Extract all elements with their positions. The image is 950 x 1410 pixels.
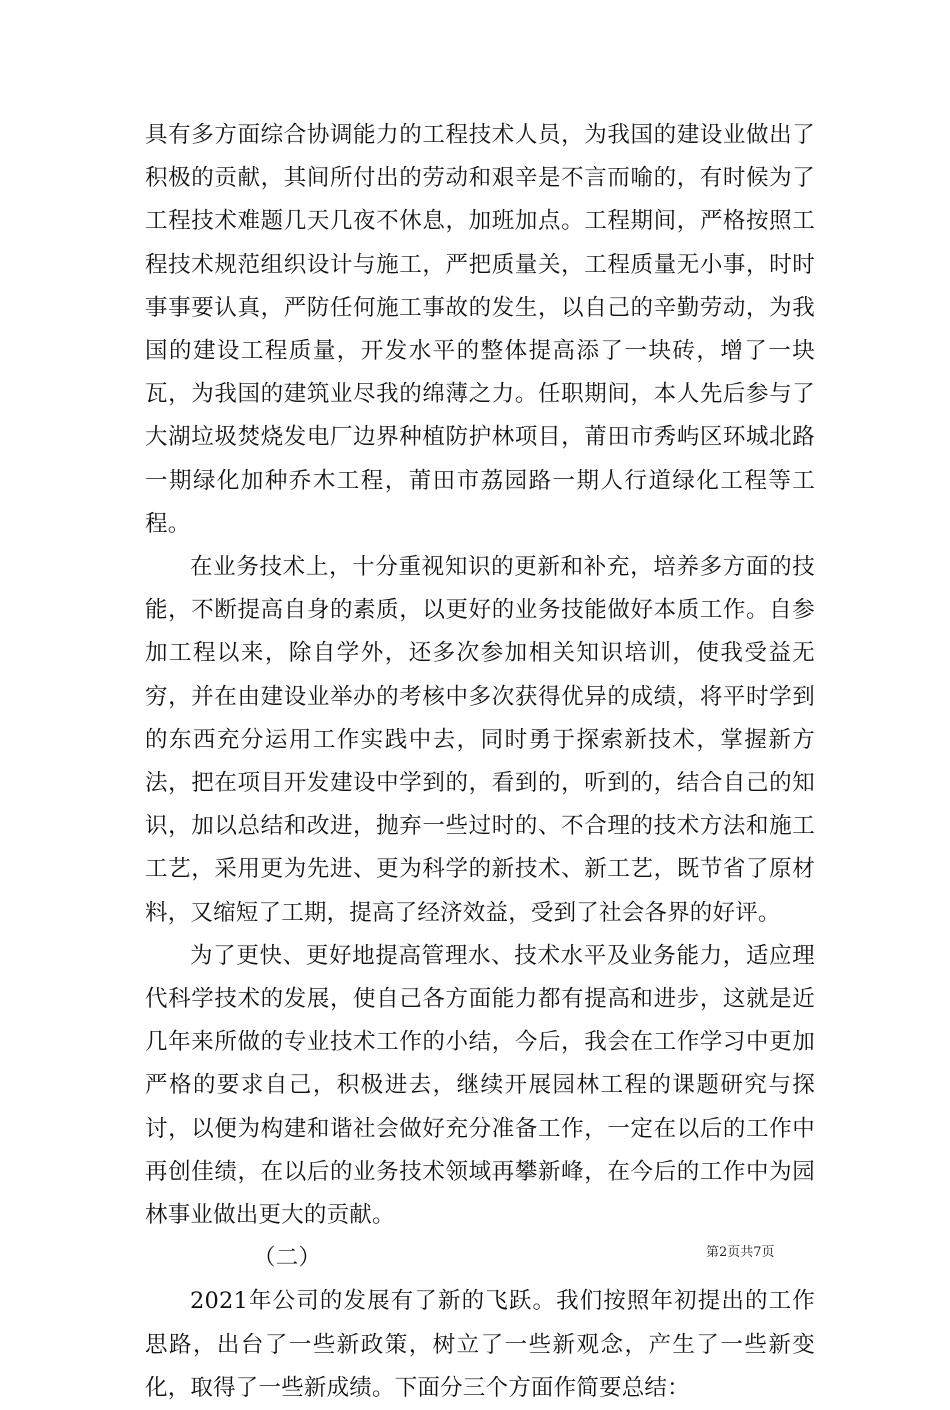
paragraph-continued: 具有多方面综合协调能力的工程技术人员，为我国的建设业做出了积极的贡献，其间所付出的劳动和艰辛是不言而喻的，有时候为了工程技术难题几天几夜不休息，加班加点。工程期间，严格按照工程技术规范组织设计与施工，严把质量关，工程质量无小事，时时事事要认真，严防任何施工事故的发生，以自己的辛勤劳动，为我国的建设工程质量，开发水平的整体提高添了一块砖，增了一块瓦，为我国的建筑业尽我的绵薄之力。任职期间，本人先后参与了大湖垃圾焚烧发电厂边界种植防护林项目，莆田市秀屿区环城北路一期绿化加种乔木工程，莆田市荔园路一期人行道绿化工程等工程。 [145,122,815,537]
section-heading: （二） [253,1245,322,1272]
page-number-footer: 第2页共7页 [706,1245,775,1260]
paragraph-company-summary: 2021年公司的发展有了新的飞跃。我们按照年初提出的工作思路，出台了一些新政策，树立了一些新观念，产生了一些新变化，取得了一些新成绩。下面分三个方面作简要总结： [145,1288,815,1401]
paragraph-technical-skills: 在业务技术上，十分重视知识的更新和补充，培养多方面的技能，不断提高自身的素质，以更好的业务技能做好本质工作。自参加工程以来，除自学外，还多次参加相关知识培训，使我受益无穷，并在由建设业举办的考核中多次获得优异的成绩，将平时学到的东西充分运用工作实践中去，同时勇于探索新技术，掌握新方法，把在项目开发建设中学到的，看到的，听到的，结合自己的知识，加以总结和改进，抛弃一些过时的、不合理的技术方法和施工工艺，采用更为先进、更为科学的新技术、新工艺，既节省了原材料，又缩短了工期，提高了经济效益，受到了社会各界的好评。 [145,554,815,926]
paragraph-future-plans: 为了更快、更好地提高管理水、技术水平及业务能力，适应理代科学技术的发展，使自己各方面能力都有提高和进步，这就是近几年来所做的专业技术工作的小结，今后，我会在工作学习中更加严格的要求自己，积极进去，继续开展园林工程的课题研究与探讨，以便为构建和谐社会做好充分准备工作，一定在以后的工作中再创佳绩，在以后的业务技术领域再攀新峰，在今后的工作中为园林事业做出更大的贡献。 [145,942,815,1229]
document-body [145,114,815,1410]
